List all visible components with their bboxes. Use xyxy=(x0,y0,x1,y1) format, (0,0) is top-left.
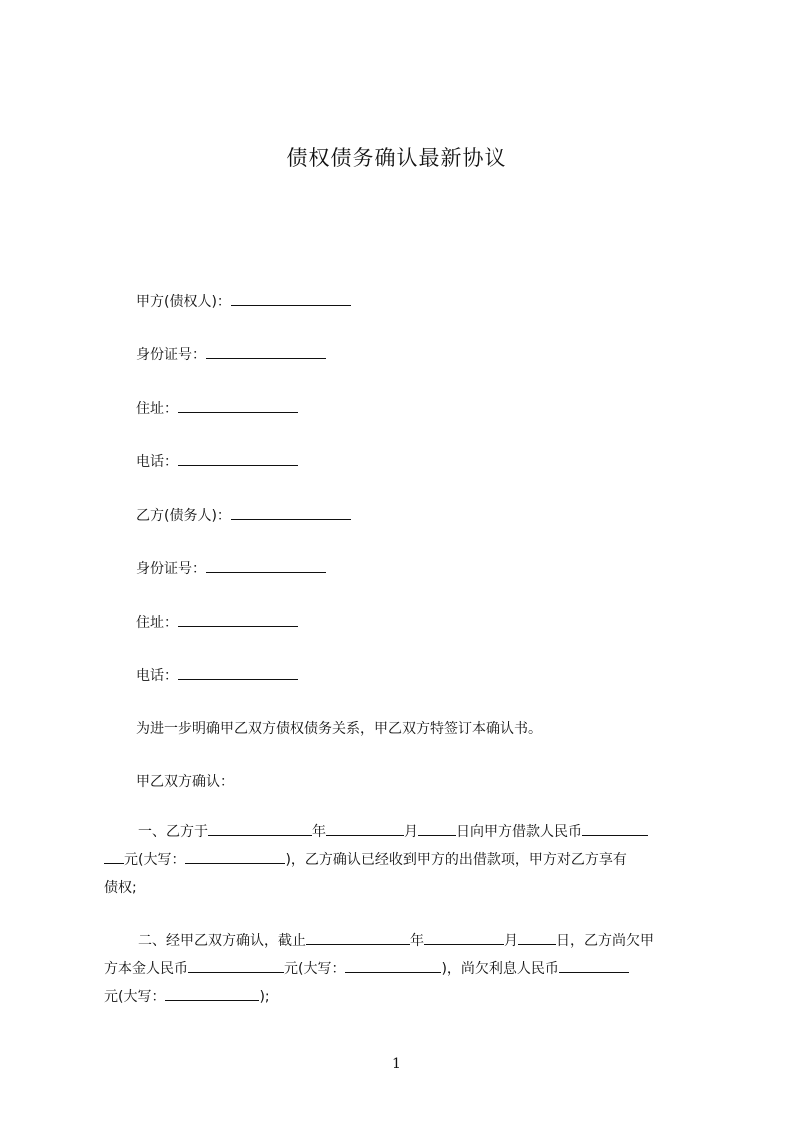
party-a-phone-blank xyxy=(178,451,298,466)
clause-1-text: 年 xyxy=(312,824,326,840)
clause-2-text: ); xyxy=(259,989,270,1005)
year-blank xyxy=(306,930,410,945)
party-b-id-field xyxy=(136,558,326,579)
principal-blank xyxy=(188,958,284,973)
party-b-address-blank xyxy=(178,612,298,627)
month-blank xyxy=(326,821,404,836)
party-b-phone-field xyxy=(136,665,298,686)
clause-2-line-3 xyxy=(104,983,704,1011)
clause-2-text: 日，乙方尚欠甲 xyxy=(556,933,654,949)
party-a-blank xyxy=(231,291,351,306)
party-a-phone-label: 电话： xyxy=(136,454,178,470)
clause-2-text: 月 xyxy=(504,933,518,949)
party-a-address-blank xyxy=(178,398,298,413)
clause-1-text: 一、乙方于 xyxy=(138,824,208,840)
principal-words-blank xyxy=(345,958,441,973)
party-a-id-label: 身份证号： xyxy=(136,347,206,363)
party-a-address-label: 住址： xyxy=(136,401,178,417)
day-blank xyxy=(518,930,556,945)
clause-1-text: 元(大写： xyxy=(124,852,186,868)
clause-1-line-2 xyxy=(104,846,704,874)
party-b-label: 乙方(债务人)： xyxy=(136,508,231,524)
clause-1-line-3 xyxy=(104,874,704,902)
clause-2-text: 年 xyxy=(410,933,424,949)
clause-1 xyxy=(104,818,704,902)
amount-blank-continued xyxy=(104,849,124,864)
clause-2-text: 方本金人民币 xyxy=(104,961,188,977)
party-a-phone-field xyxy=(136,451,298,472)
clause-1-line-1 xyxy=(104,818,704,846)
amount-blank xyxy=(582,821,648,836)
party-a-id-field xyxy=(136,344,326,365)
party-a-label: 甲方(债权人)： xyxy=(136,294,231,310)
clause-2-text: 元(大写： xyxy=(284,961,346,977)
clause-1-text: 债权; xyxy=(104,880,137,896)
party-a-field xyxy=(136,291,351,312)
document-title: 债权债务确认最新协议 xyxy=(286,146,507,170)
clause-1-text: 月 xyxy=(404,824,418,840)
month-blank xyxy=(424,930,504,945)
party-b-phone-blank xyxy=(178,665,298,680)
clause-2-line-2 xyxy=(104,955,704,983)
party-b-address-field xyxy=(136,612,298,633)
clause-2-text: )，尚欠利息人民币 xyxy=(441,961,559,977)
clause-2-text: 元(大写： xyxy=(104,989,166,1005)
year-blank xyxy=(208,821,312,836)
day-blank xyxy=(418,821,456,836)
confirm-heading: 甲乙双方确认： xyxy=(136,774,234,790)
amount-words-blank xyxy=(185,849,285,864)
party-b-field xyxy=(136,505,351,526)
clause-1-text: )，乙方确认已经收到甲方的出借款项，甲方对乙方享有 xyxy=(285,852,627,868)
clause-2-text: 二、经甲乙双方确认，截止 xyxy=(138,933,306,949)
party-a-id-blank xyxy=(206,344,326,359)
clause-1-text: 日向甲方借款人民币 xyxy=(456,824,582,840)
party-a-address-field xyxy=(136,398,298,419)
party-b-phone-label: 电话： xyxy=(136,668,178,684)
clause-2-line-1 xyxy=(104,927,704,955)
party-b-address-label: 住址： xyxy=(136,615,178,631)
party-b-id-blank xyxy=(206,558,326,573)
page-number: 1 xyxy=(392,1056,401,1072)
clause-2 xyxy=(104,927,704,1011)
interest-words-blank xyxy=(165,986,259,1001)
interest-blank xyxy=(559,958,629,973)
intro-paragraph: 为进一步明确甲乙双方债权债务关系，甲乙双方特签订本确认书。 xyxy=(136,721,542,737)
party-b-blank xyxy=(231,505,351,520)
party-b-id-label: 身份证号： xyxy=(136,561,206,577)
